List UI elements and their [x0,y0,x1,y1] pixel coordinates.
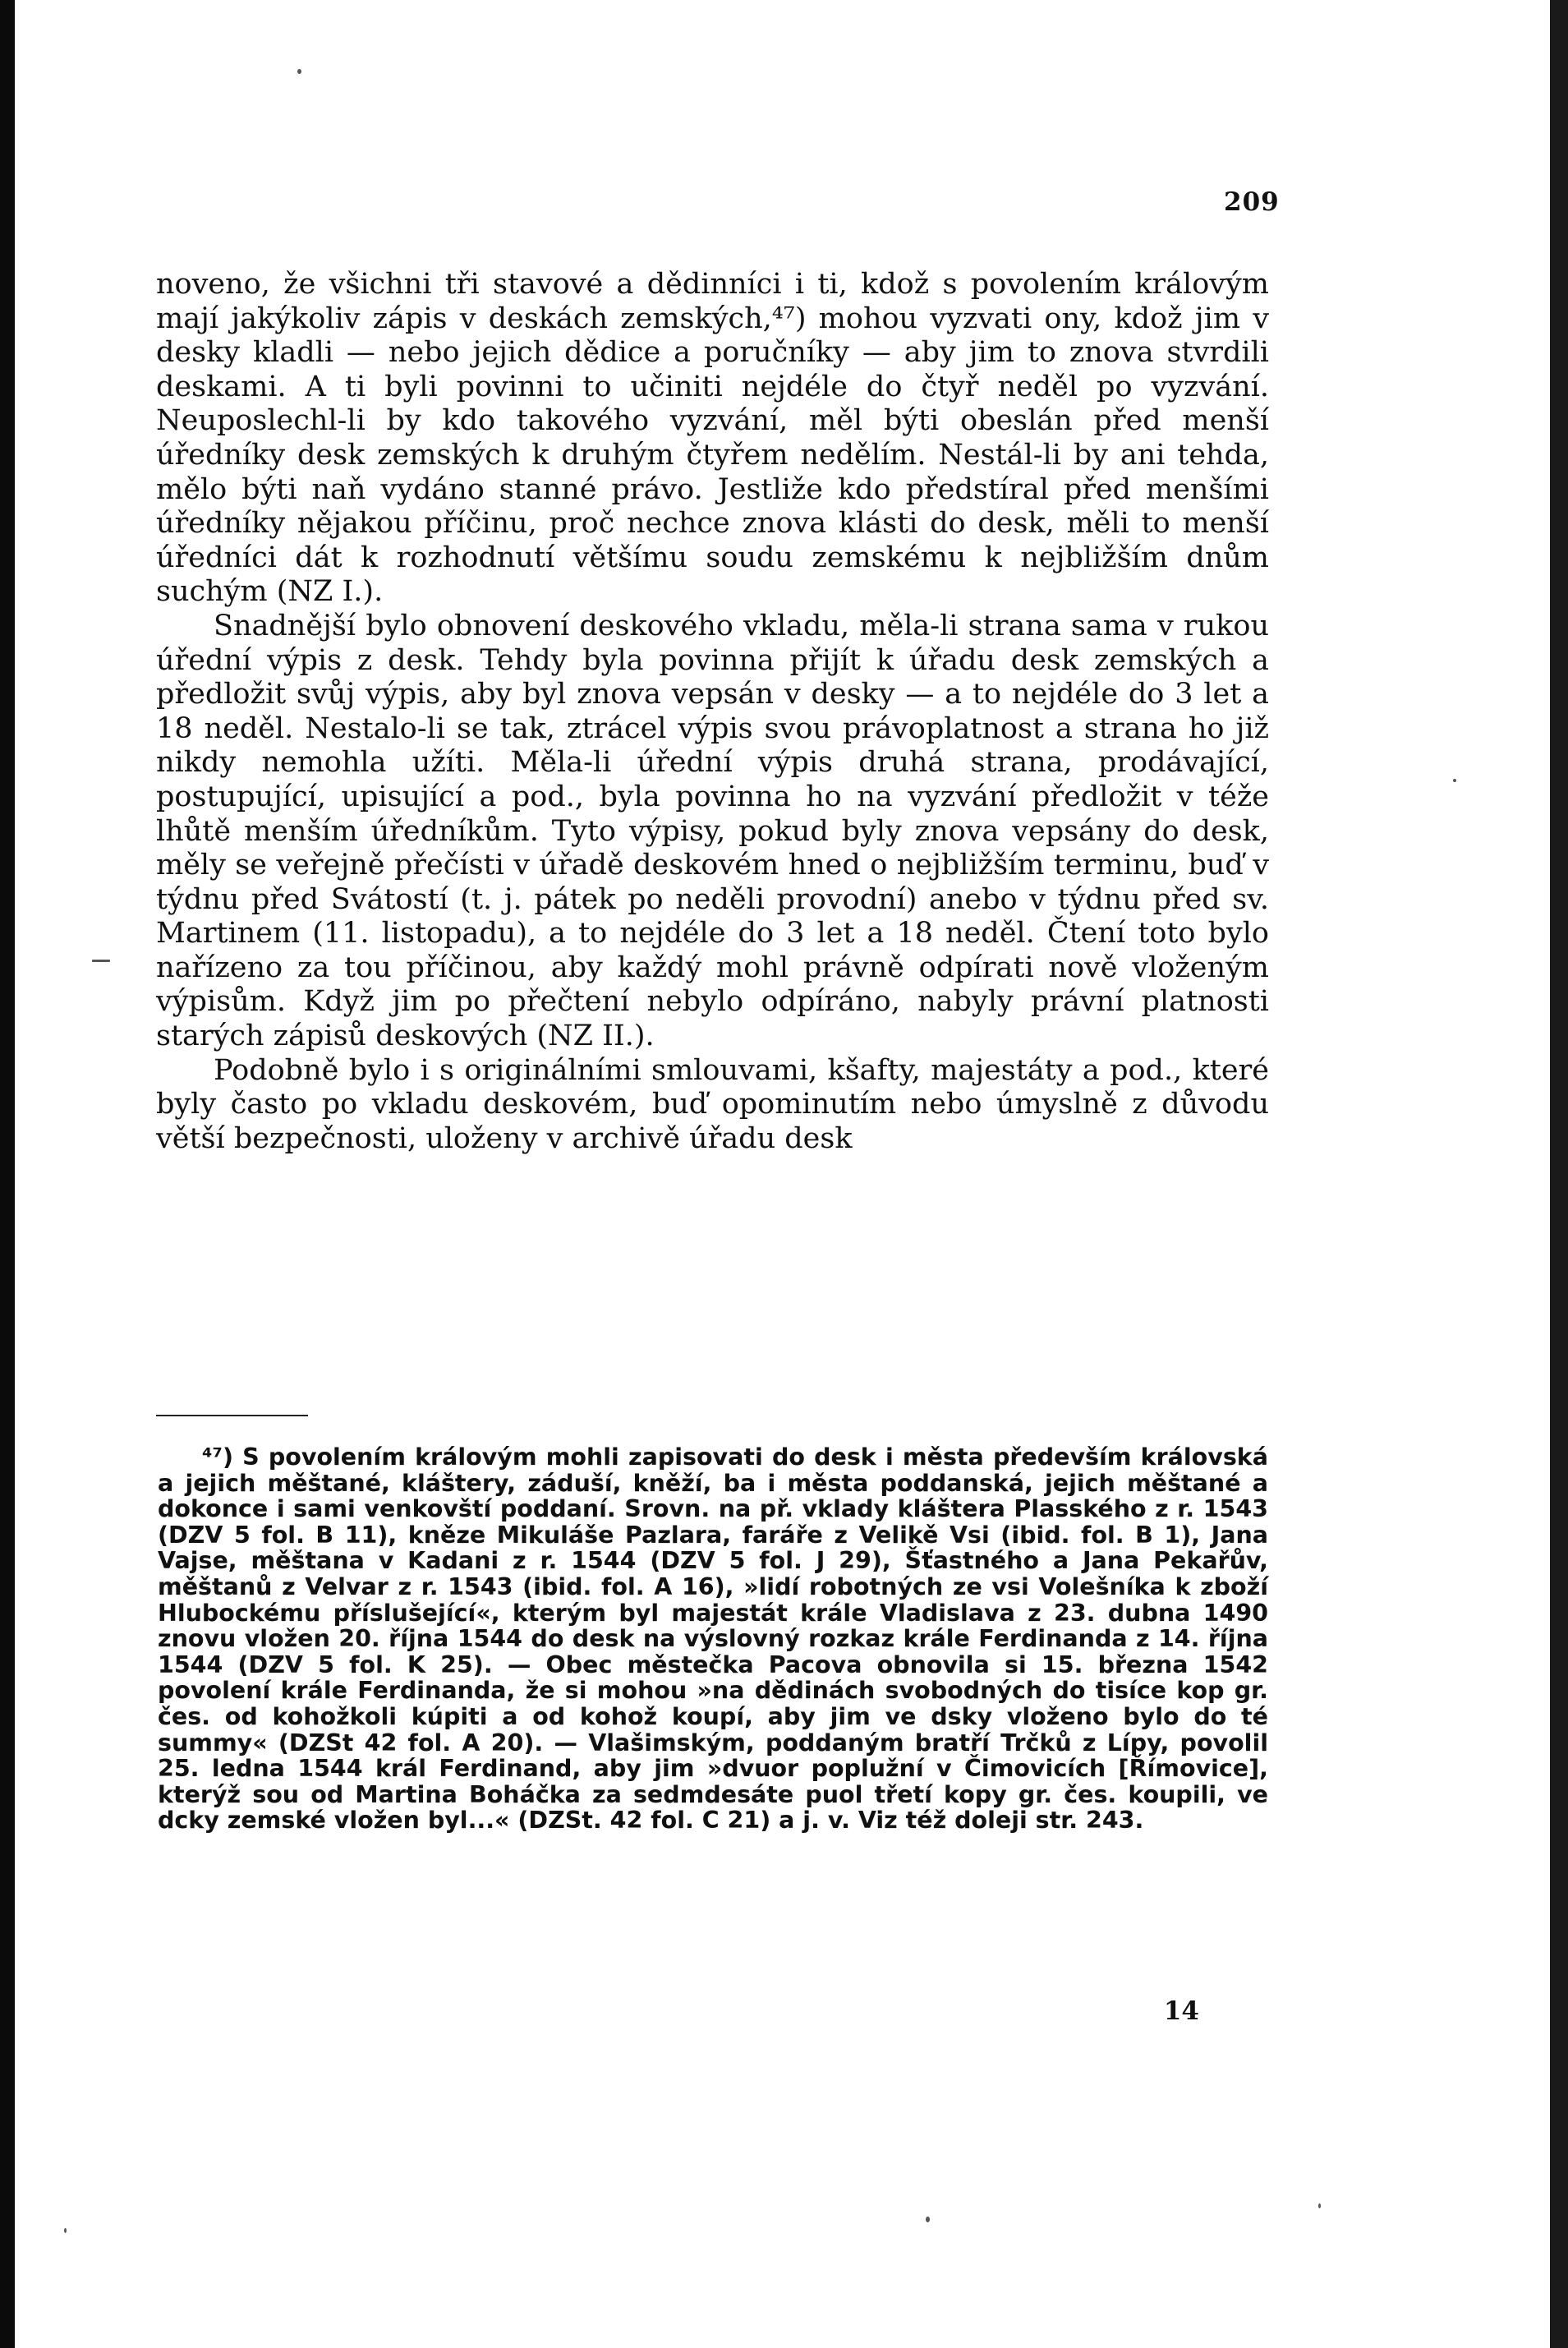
scan-speck [92,960,110,962]
main-text-block [156,268,1269,1156]
paragraph-2: Snadnější bylo obnovení deskového vkladu, měla-li strana sama v rukou úřední výpis z desk. Tehdy byla povinna přijít k úřadu desk zemských a předložit svůj výpis, aby byl znova vepsán v desky — a to nejdéle do 3 let a 18 neděl. Nestalo-li se tak, ztrácel výpis svou právoplatnost a strana ho již nikdy nemohla užíti. Měla-li úřední výpis druhá strana, prodávající, postupující, upisující a pod., byla povinna ho na vyzvání předložit v téže lhůtě menším úředníkům. Tyto výpisy, pokud byly znova vepsány do desk, měly se veřejně přečísti v úřadě deskovém hned o nejbližším terminu, buď v týdnu před Svátostí (t. j. pátek po neděli provodní) anebo v týdnu před sv. Martinem (11. listopadu), a to nejdéle do 3 let a 18 neděl. Čtení toto bylo nařízeno za tou příčinou, aby každý mohl právně odpírati nově vloženým výpisům. Když jim po přečtení nebylo odpíráno, nabyly právní platnosti starých zápisů deskových (NZ II.). [156,609,1269,1053]
page-number: 209 [1224,187,1280,217]
scan-speck [297,69,301,74]
printer-signature: 14 [1163,1996,1199,2026]
footnote-47: ⁴⁷) S povolením královým mohli zapisovati do desk i města především královská a jejich měštané, kláštery, záduší, kněží, ba i města poddanská, jejich měštané a dokonce i sami venkovští poddaní. Srovn. na př. vklady kláštera Plasského z r. 1543 (DZV 5 fol. B 11), kněze Mikuláše Pazlara, faráře z Velikě Vsi (ibid. fol. B 1), Jana Vajse, měštana v Kadani z r. 1544 (DZV 5 fol. J 29), Šťastného a Jana Pekařův, měštanů z Velvar z r. 1543 (ibid. fol. A 16), »lidí robotných ze vsi Volešníka k zboží Hlubockému příslušející«, kterým byl majestát krále Vladislava z 23. dubna 1490 znovu vložen 20. října 1544 do desk na výslovný rozkaz krále Ferdinanda z 14. října 1544 (DZV 5 fol. K 25). — Obec městečka Pacova obnovila si 15. března 1542 povolení krále Ferdinanda, že si mohou »na dědinách svobodných do tisíce kop gr. čes. od kohožkoli kúpiti a od kohož koupí, aby jim ve dsky vloženo bylo do té summy« (DZSt 42 fol. A 20). — Vlašimským, poddaným bratří Trčků z Lípy, povolil 25. ledna 1544 král Ferdinand, aby jim »dvuor poplužní v Čimovicích [Římovice], kterýž sou od Martina Boháčka za sedmdesáte puol třetí kopy gr. čes. koupili, ve dcky zemské vložen byl...« (DZSt. 42 fol. C 21) a j. v. Viz též doleji str. 243. [158,1443,1268,1835]
scan-border-left [0,0,15,2348]
scan-speck [926,2217,930,2222]
footnote-block [158,1444,1268,1834]
scan-speck [1453,779,1456,782]
paragraph-3: Podobně bylo i s originálními smlouvami, kšafty, majestáty a pod., které byly často po vkladu deskovém, buď opominutím nebo úmyslně z důvodu větší bezpečnosti, uloženy v archivě úřadu desk [156,1053,1269,1155]
scan-speck [64,2228,67,2233]
scan-border-right [1550,0,1568,2348]
footnote-separator [156,1415,308,1416]
scan-speck [1318,2203,1321,2208]
paragraph-1: noveno, že všichni tři stavové a dědinníci i ti, kdož s povolením královým mají jakýkoliv zápis v deskách zemských,⁴⁷) mohou vyzvati ony, kdož jim v desky kladli — nebo jejich dědice a poručníky — aby jim to znova stvrdili deskami. A ti byli povinni to učiniti nejdéle do čtyř neděl po vyzvání. Neuposlechl-li by kdo takového vyzvání, měl býti obeslán před menší úředníky desk zemských k druhým čtyřem nedělím. Nestál-li by ani tehda, mělo býti naň vydáno stanné právo. Jestliže kdo předstíral před menšími úředníky nějakou příčinu, proč nechce znova klásti do desk, měli to menší úředníci dát k rozhodnutí většímu soudu zemskému k nejbližším dnům suchým (NZ I.). [156,268,1269,609]
